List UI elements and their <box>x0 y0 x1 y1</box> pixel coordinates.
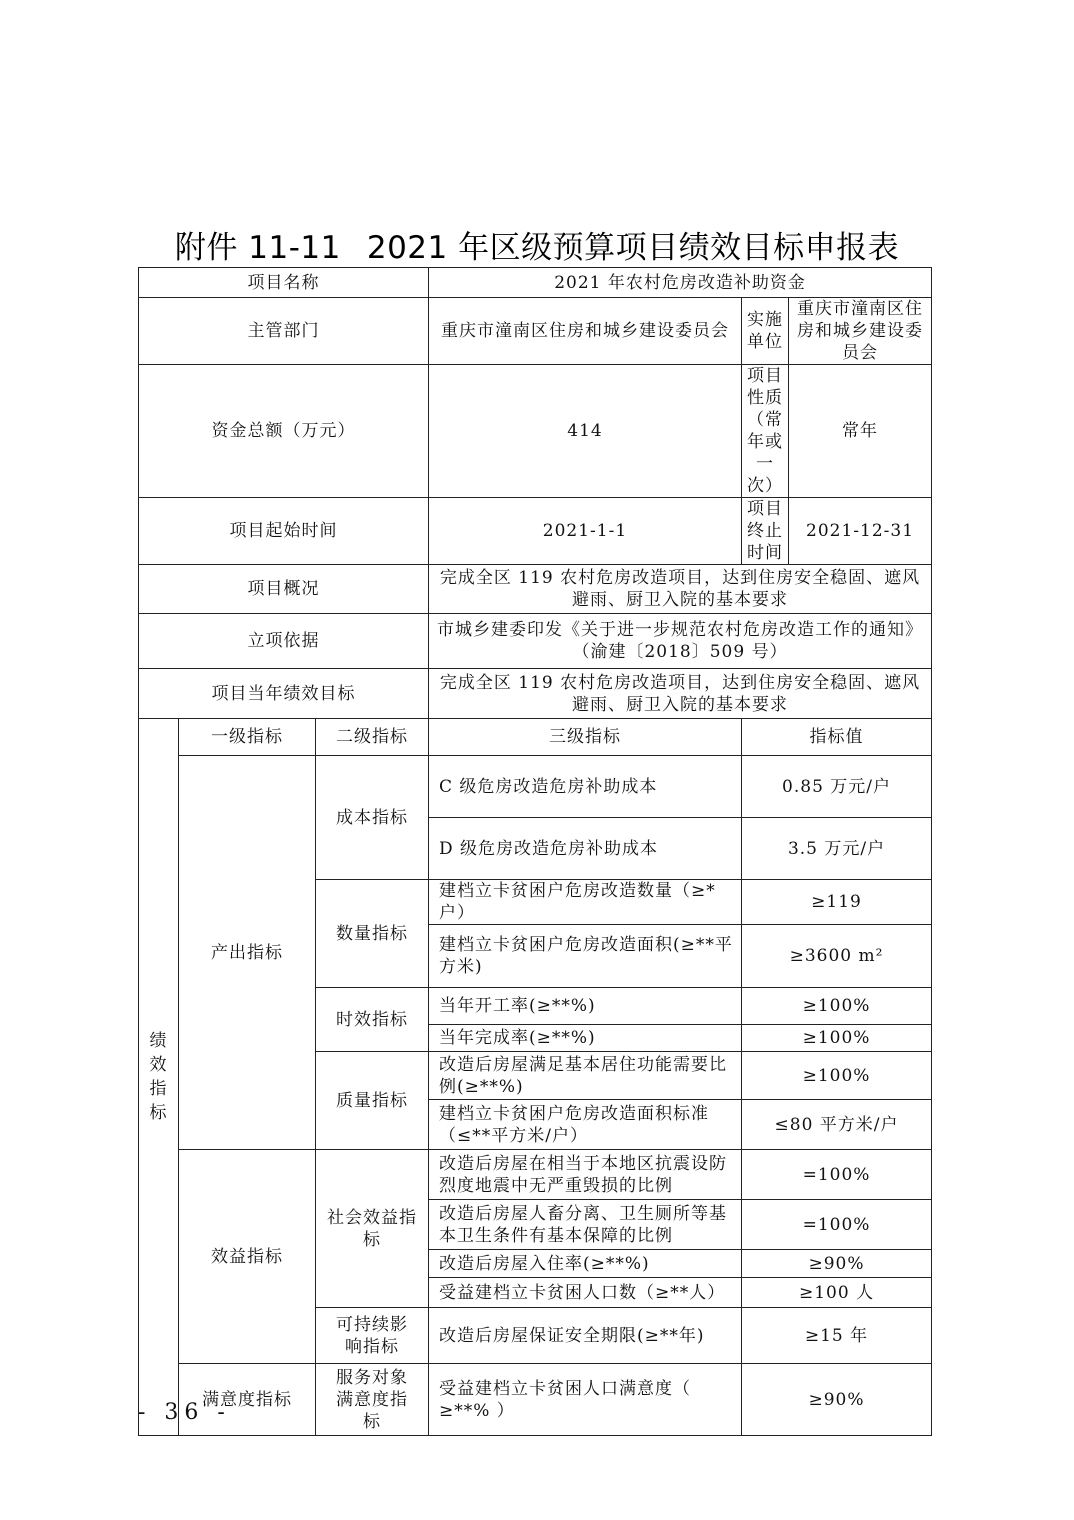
table-row-name: 改造后房屋入住率(≥**%) <box>429 1250 742 1278</box>
table-row-value: ≥100 人 <box>742 1278 932 1308</box>
indicators-side-label: 绩效指标 <box>139 719 179 1436</box>
table-row-value: ≥90% <box>742 1364 932 1436</box>
quantity-l2: 数量指标 <box>316 880 429 988</box>
sustain-l2: 可持续影响指标 <box>316 1308 429 1364</box>
header-l2: 二级指标 <box>316 719 429 756</box>
table-row-value: 3.5 万元/户 <box>742 818 932 880</box>
page-title <box>0 222 1074 267</box>
end-value: 2021-12-31 <box>789 498 932 565</box>
table-row-value: ≥90% <box>742 1250 932 1278</box>
basis-label: 立项依据 <box>139 614 429 669</box>
dept-value: 重庆市潼南区住房和城乡建设委员会 <box>429 298 742 365</box>
start-value: 2021-1-1 <box>429 498 742 565</box>
table-row-name: 当年开工率(≥**%) <box>429 988 742 1025</box>
output-l1: 产出指标 <box>179 756 316 1150</box>
title-main: 2021 年区级预算项目绩效目标申报表 <box>366 230 900 266</box>
header-l3: 三级指标 <box>429 719 742 756</box>
fund-value: 414 <box>429 365 742 498</box>
fund-label: 资金总额（万元） <box>139 365 429 498</box>
table-row-name: 建档立卡贫困户危房改造数量（≥*户） <box>429 880 742 925</box>
start-label: 项目起始时间 <box>139 498 429 565</box>
nature-value: 常年 <box>789 365 932 498</box>
table-row-value: ≥119 <box>742 880 932 925</box>
social-l2: 社会效益指标 <box>316 1150 429 1308</box>
table-row-name: 当年完成率(≥**%) <box>429 1025 742 1052</box>
table-row-value: 0.85 万元/户 <box>742 756 932 818</box>
goal-label: 项目当年绩效目标 <box>139 669 429 719</box>
goal-value: 完成全区 119 农村危房改造项目，达到住房安全稳固、遮风避雨、厨卫入院的基本要求 <box>429 669 932 719</box>
table-row-value: ≥3600 m² <box>742 925 932 988</box>
table-row-name: 建档立卡贫困户危房改造面积标准（≤**平方米/户） <box>429 1100 742 1150</box>
table-row-value: ≥100% <box>742 1052 932 1100</box>
end-label: 项目终止时间 <box>742 498 789 565</box>
project-name-label: 项目名称 <box>139 268 429 298</box>
table-row-name: 改造后房屋保证安全期限(≥**年) <box>429 1308 742 1364</box>
basis-value: 市城乡建委印发《关于进一步规范农村危房改造工作的通知》（渝建〔2018〕509 号） <box>429 614 932 669</box>
table-row-name: 改造后房屋满足基本居住功能需要比例(≥**%) <box>429 1052 742 1100</box>
table-row-value: ≥100% <box>742 1025 932 1052</box>
dept-label: 主管部门 <box>139 298 429 365</box>
cost-l2: 成本指标 <box>316 756 429 880</box>
nature-label: 项目性质（常年或一次） <box>742 365 789 498</box>
header-val: 指标值 <box>742 719 932 756</box>
quality-l2: 质量指标 <box>316 1052 429 1150</box>
overview-label: 项目概况 <box>139 565 429 614</box>
table-row-name: 建档立卡贫困户危房改造面积(≥**平方米) <box>429 925 742 988</box>
table-row-name: C 级危房改造危房补助成本 <box>429 756 742 818</box>
header-l1: 一级指标 <box>179 719 316 756</box>
page-number: - 36 - <box>138 1400 231 1425</box>
project-name-value: 2021 年农村危房改造补助资金 <box>429 268 932 298</box>
table-row-value: =100% <box>742 1150 932 1200</box>
table-row-name: 受益建档立卡贫困人口满意度（ ≥**% ） <box>429 1364 742 1436</box>
title-prefix: 附件 11-11 <box>174 230 341 266</box>
benefit-l1: 效益指标 <box>179 1150 316 1364</box>
satisfaction-l1: 满意度指标 <box>179 1364 316 1436</box>
table-row-name: D 级危房改造危房补助成本 <box>429 818 742 880</box>
table-row-name: 改造后房屋人畜分离、卫生厕所等基本卫生条件有基本保障的比例 <box>429 1200 742 1250</box>
table-row-value: ≤80 平方米/户 <box>742 1100 932 1150</box>
table-row-value: ≥15 年 <box>742 1308 932 1364</box>
table-row-name: 改造后房屋在相当于本地区抗震设防烈度地震中无严重毁损的比例 <box>429 1150 742 1200</box>
service-l2: 服务对象满意度指标 <box>316 1364 429 1436</box>
table-row-value: =100% <box>742 1200 932 1250</box>
table-row-value: ≥100% <box>742 988 932 1025</box>
performance-target-table <box>138 267 932 1436</box>
table-row-name: 受益建档立卡贫困人口数（≥**人） <box>429 1278 742 1308</box>
time-l2: 时效指标 <box>316 988 429 1052</box>
impl-value: 重庆市潼南区住房和城乡建设委员会 <box>789 298 932 365</box>
impl-label: 实施单位 <box>742 298 789 365</box>
overview-value: 完成全区 119 农村危房改造项目，达到住房安全稳固、遮风避雨、厨卫入院的基本要求 <box>429 565 932 614</box>
